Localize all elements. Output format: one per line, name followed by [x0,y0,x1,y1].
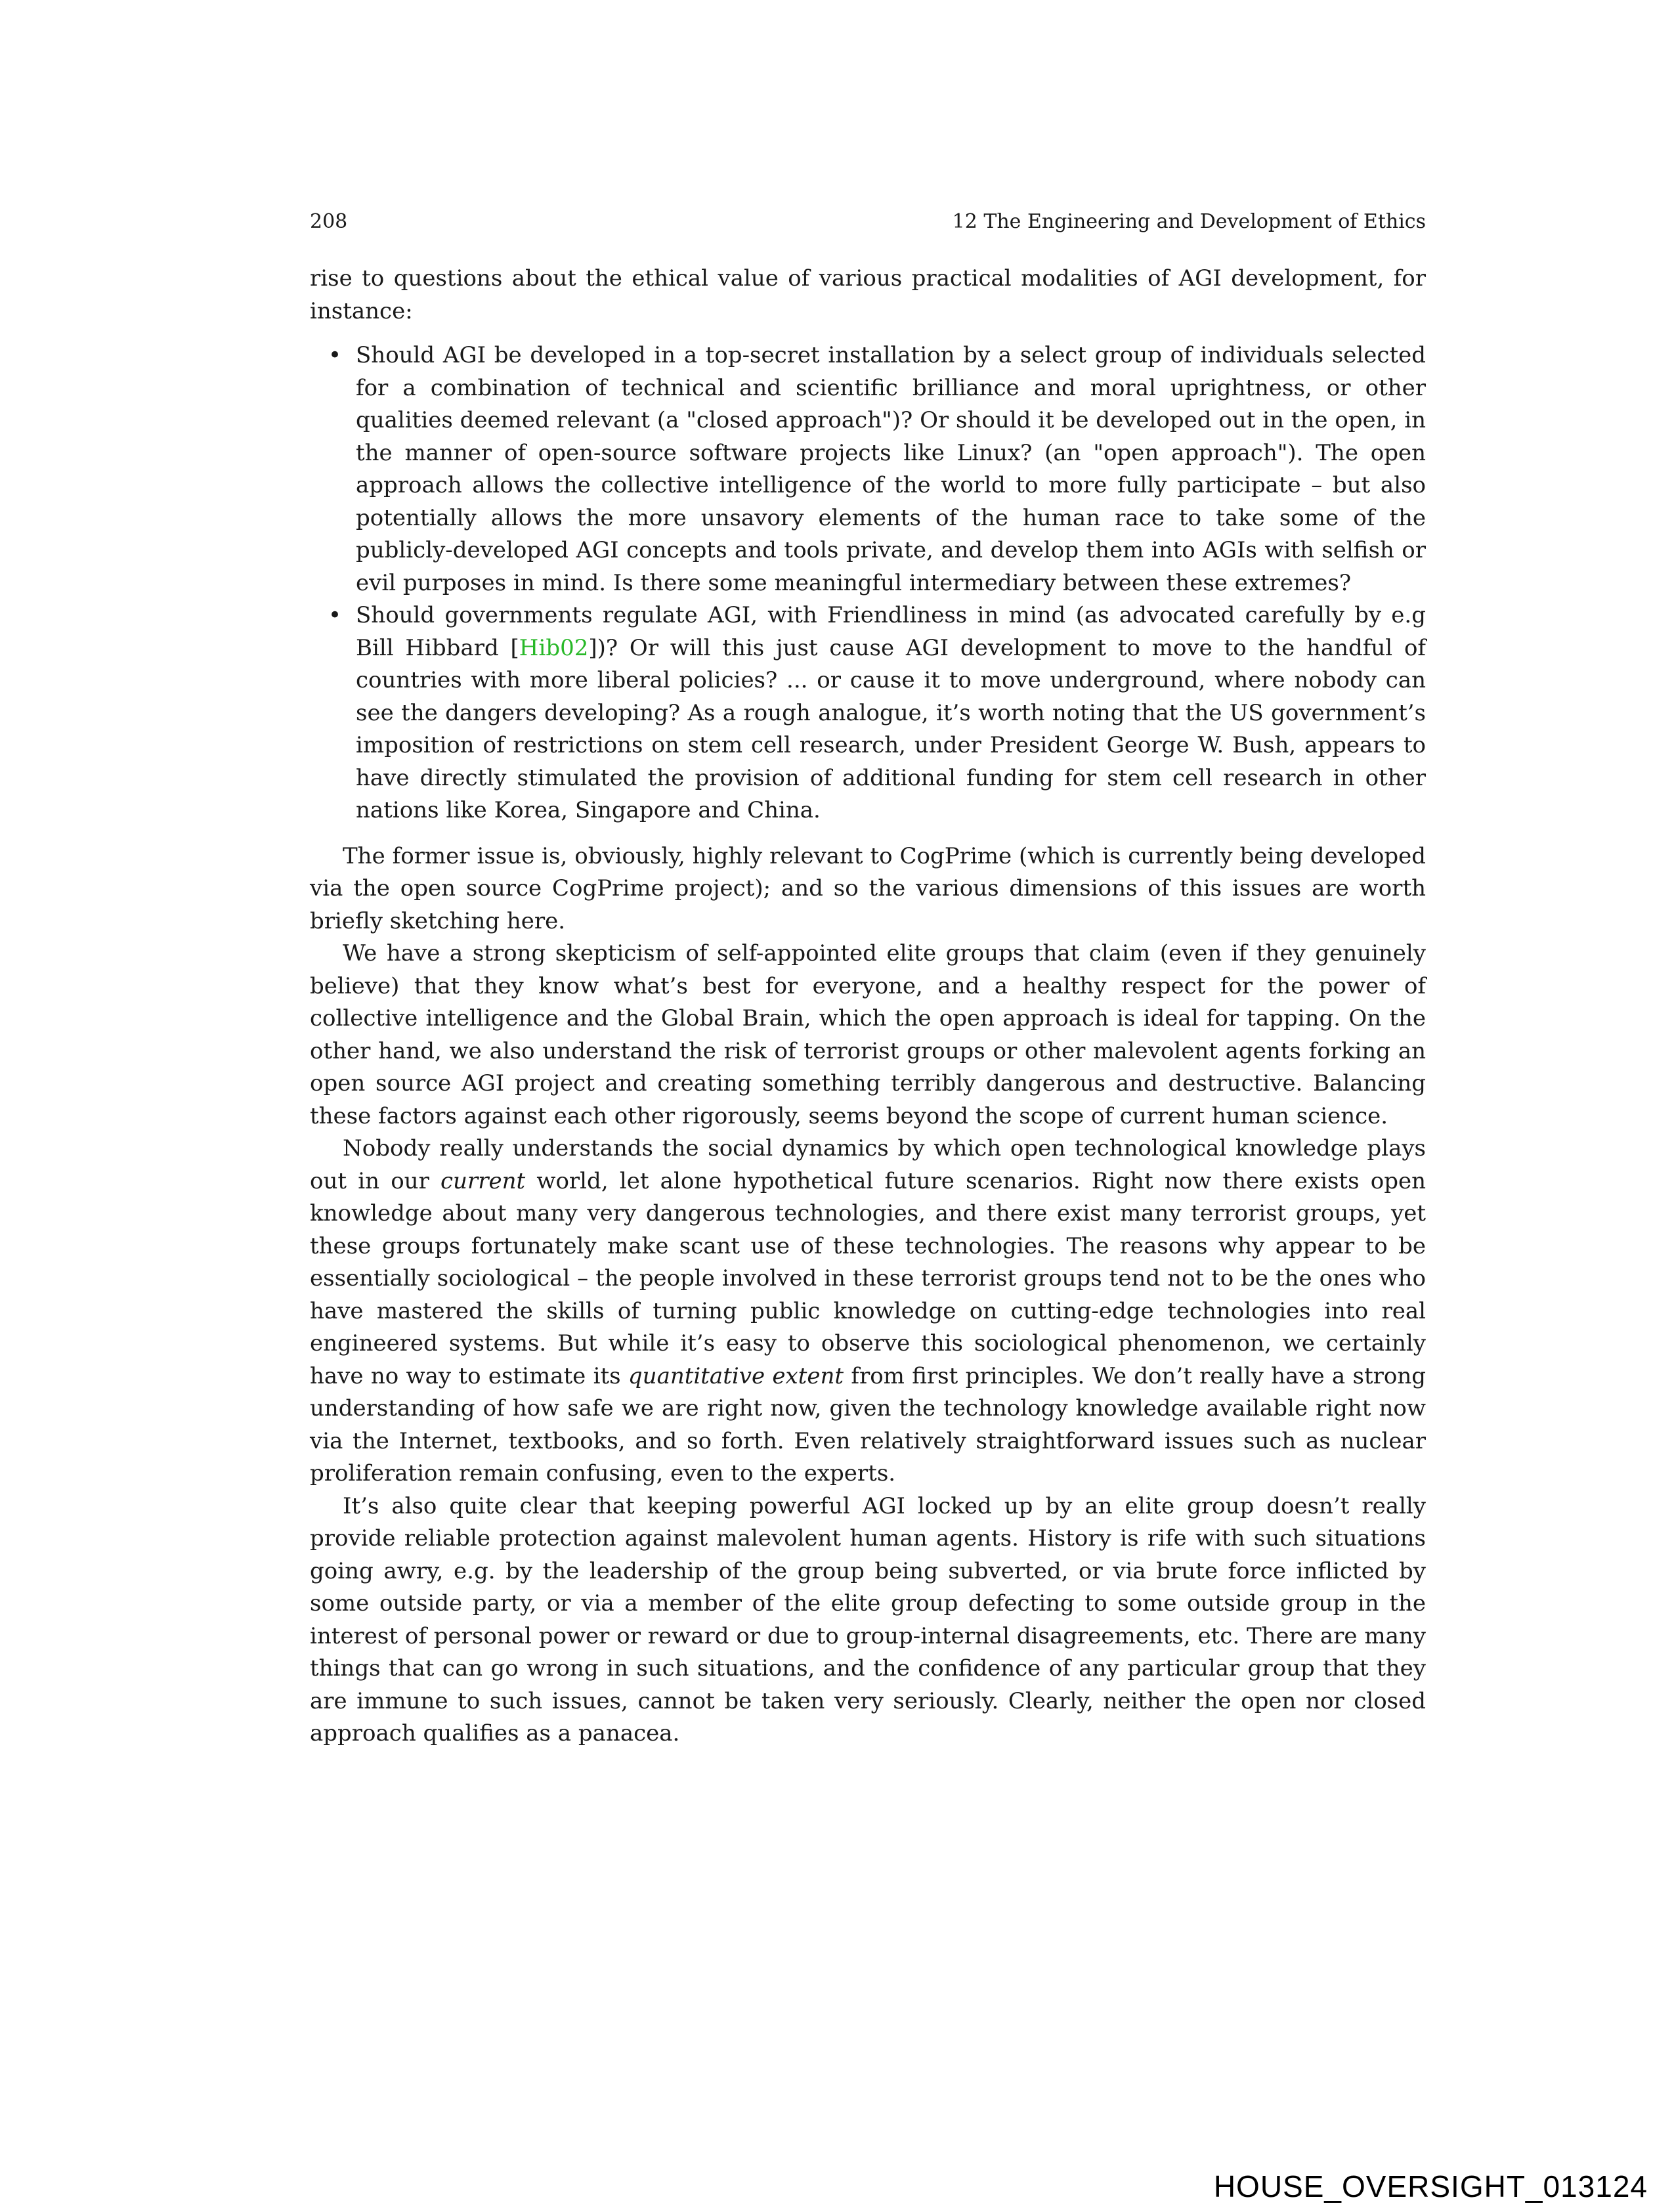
emphasis-current: current [440,1167,526,1194]
emphasis-quantitative-extent: quantitative extent [628,1362,844,1389]
bullet-icon: • [328,602,342,628]
list-item [328,599,1426,827]
page-number: 208 [310,210,348,233]
text-run: world, let alone hypothetical future scenarios. Right now there exists open knowledge about many very dangerous technologies, and there exist many terrorist groups, yet these groups fortunately make scant use of these technologies. The reasons why appear to be essentially sociological – the people involved in these terrorist groups tend not to be the ones who have mastered the skills of turning public knowledge on cutting-edge technologies into real engineered systems. But while it’s easy to observe this sociological phenomenon, we certainly have no way to estimate its [310,1167,1426,1389]
paragraph-former-issue: The former issue is, obviously, highly relevant to CogPrime (which is currently being developed via the open source CogPrime project); and so the various dimensions of this issues are worth briefly sketching here. [310,842,1426,934]
bullet-text: Should AGI be developed in a top-secret installation by a select group of individuals selected for a combination of technical and scientific brilliance and moral uprightness, or other qualities deemed relevant (a "closed approach")? Or should it be developed out in the open, in the manner of open-source software projects like Linux? (an "open approach"). The open approach allows the collective intelligence of the world to more fully participate – but also potentially allows the more unsavory elements of the human race to take some of the publicly-developed AGI concepts and tools private, and develop them into AGIs with selfish or evil purposes in mind. Is there some meaningful intermediary between these extremes? [356,342,1426,596]
bates-stamp: HOUSE_OVERSIGHT_013124 [1213,2169,1648,2203]
paragraph-skepticism: We have a strong skepticism of self-appointed elite groups that claim (even if they genuinely believe) that they know what’s best for everyone, and a healthy respect for the power of collective intelligence and the Global Brain, which the open approach is ideal for tapping. On the other hand, we also understand the risk of terrorist groups or other malevolent agents forking an open source AGI project and creating something terribly dangerous and destructive. Balancing these factors against each other rigorously, seems beyond the scope of current human science. [310,940,1426,1129]
bullet-icon: • [328,342,342,368]
bullet-list [310,339,1426,827]
paragraph-social-dynamics [310,1133,1426,1490]
bullet-text-before-citation: Should governments regulate AGI, with Friendliness in mind (as advocated carefully by e.g Bill Hibbard [ [356,602,1426,661]
list-item [328,339,1426,599]
intro-paragraph: rise to questions about the ethical value of various practical modalities of AGI development, for instance: [310,265,1426,324]
citation-link[interactable]: Hib02 [519,634,589,661]
paragraph-elite-group: It’s also quite clear that keeping powerful AGI locked up by an elite group doesn’t really provide reliable protection against malevolent human agents. History is rife with such situations going awry, e.g. by the leadership of the group being subverted, or via brute force inflicted by some outside party, or via a member of the elite group defecting to some outside group in the interest of personal power or reward or due to group-internal disagreements, etc. There are many things that can go wrong in such situations, and the confidence of any particular group that they are immune to such issues, cannot be taken very seriously. Clearly, neither the open nor closed approach qualifies as a panacea. [310,1492,1426,1746]
body-text [310,263,1426,1750]
text-run: Nobody really understands the social dynamics by which open technological knowledge plays out in our [310,1135,1426,1194]
text-run: from first principles. We don’t really have a strong understanding of how safe we are right now, given the technology knowledge available right now via the Internet, textbooks, and so forth. Even relatively straightforward issues such as nuclear proliferation remain confusing, even to the experts. [310,1362,1427,1486]
chapter-title: 12 The Engineering and Development of Ethics [952,210,1426,233]
bullet-text-after-citation: ])? Or will this just cause AGI development to move to the handful of countries with more liberal policies? ... or cause it to move underground, where nobody can see the dangers developing? As a rough analogue, it’s worth noting that the US government’s imposition of restrictions on stem cell research, under President George W. Bush, appears to have directly stimulated the provision of additional funding for stem cell research in other nations like Korea, Singapore and China. [356,634,1426,823]
